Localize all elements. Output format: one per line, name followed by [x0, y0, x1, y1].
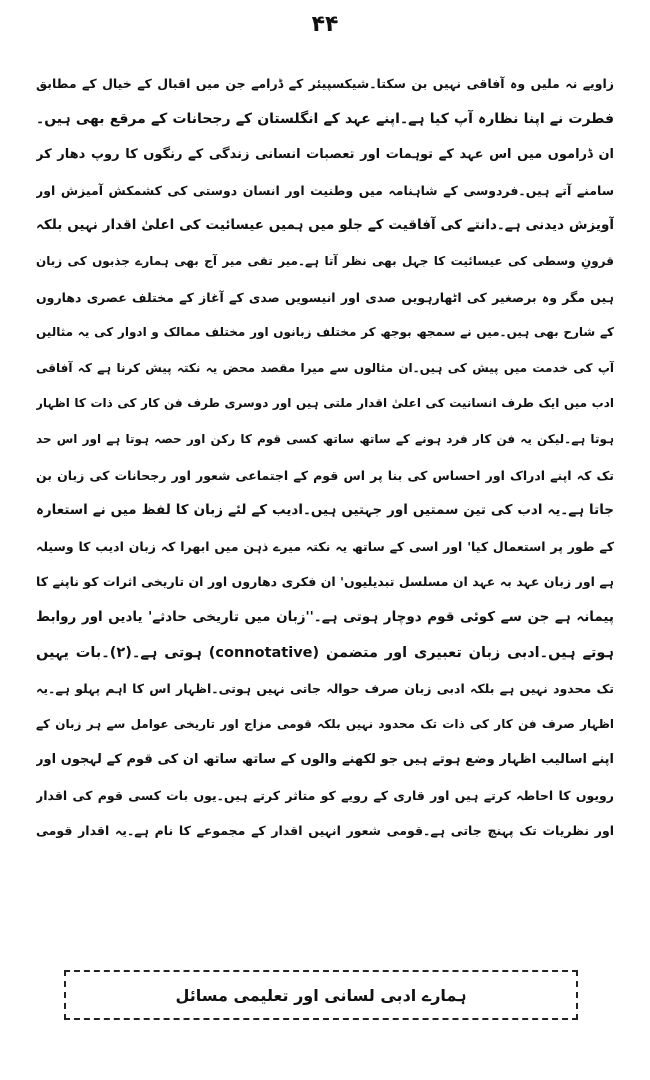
- text-line: پیمانہ ہے جن سے کوئی قوم دوچار ہوتی ہے۔''زبان میں تاریخی حادثے' یادیں اور روابط: [36, 608, 614, 625]
- text-line: اور نظریات تک پہنچ جاتی ہے۔قومی شعور انہیں اقدار کے مجموعے کا نام ہے۔یہ اقدار قومی: [36, 823, 614, 839]
- text-line: رویوں کا احاطہ کرتے ہیں اور قاری کے رویے کو متاثر کرتے ہیں۔یوں بات کسی قوم کی اقدار: [36, 787, 614, 803]
- text-line: فطرت نے اپنا نظارہ آپ کیا ہے۔اپنے عہد کے انگلستان کے رجحانات کے مرقع بھی ہیں۔: [36, 110, 614, 127]
- text-line: زاویے نہ ملیں وہ آفاقی نہیں بن سکتا۔شیکسپیئر کے ڈرامے جن میں اقبال کے خیال کے مطابق: [36, 76, 614, 91]
- text-line: اظہار صرف فن کار کی ذات تک محدود نہیں بلکہ قومی مزاج اور تاریخی عوامل سے ہر زبان کے: [36, 716, 614, 731]
- text-line: ان ڈراموں میں اس عہد کے توہمات اور تعصبات انسانی زندگی کے رنگوں کا روپ دھار کر: [36, 147, 614, 163]
- text-line: جاتا ہے۔یہ ادب کی تین سمتیں اور جہتیں ہیں۔ادیب کے لئے زبان کا لفظ میں نے استعارہ: [36, 502, 614, 519]
- footer-book-title: ہمارے ادبی لسانی اور تعلیمی مسائل: [175, 985, 467, 1005]
- text-line: ہیں مگر وہ برصغیر کی اٹھارہویں صدی اور انیسویں صدی کے آغاز کے مختلف عصری دھاروں: [36, 289, 614, 305]
- body-text: [36, 66, 614, 849]
- page-number: ۴۴: [311, 12, 339, 37]
- text-line: تک محدود نہیں ہے بلکہ ادبی زبان صرف حوالہ جاتی نہیں ہوتی۔اظہار اس کا اہم پہلو ہے۔یہ: [36, 681, 614, 697]
- text-line: ہے اور زبان عہد بہ عہد ان مسلسل تبدیلیوں' ان فکری دھاروں اور ان تاریخی اثرات کو ناپنے کا: [36, 574, 614, 590]
- text-line: قرونِ وسطی کی عیسائیت کا جہل بھی نظر آتا ہے۔میر تقی میر آج بھی ہمارے جذبوں کی زبان: [36, 253, 614, 268]
- text-line: اپنے اسالیب اظہار وضع ہوتے ہیں جو لکھنے والوں کے ساتھ ساتھ ان کی قوم کے لہجوں اور: [36, 752, 614, 768]
- text-line: سامنے آتے ہیں۔فردوسی کے شاہنامہ میں وطنیت اور انسان دوستی کی کشمکش آمیزش اور: [36, 182, 614, 198]
- text-line: کے طور پر استعمال کیا' اور اسی کے ساتھ یہ نکتہ میرے ذہن میں ابھرا کہ زبان ادیب کا وسیلہ: [36, 538, 614, 554]
- text-line: ادب میں ایک طرف انسانیت کی اعلیٰ اقدار ملتی ہیں اور دوسری طرف فن کار کی ذات کا اظہار: [36, 396, 614, 411]
- text-line: آویزش دیدنی ہے۔دانتے کی آفاقیت کے جلو میں ہمیں عیسائیت کی اعلیٰ اقدار نہیں بلکہ: [36, 217, 614, 234]
- text-line: ہوتا ہے۔لیکن یہ فن کار فرد ہونے کے ساتھ ساتھ کسی قوم کا رکن اور حصہ ہوتا ہے اور اس حد: [36, 431, 614, 446]
- text-line: تک کہ اپنے ادراک اور احساس کی بنا پر اس قوم کے اجتماعی شعور اور رجحانات کی زبان بن: [36, 467, 614, 483]
- text-line: آپ کی خدمت میں پیش کی ہیں۔ان مثالوں سے میرا مقصد محض یہ نکتہ پیش کرنا ہے کہ آفاقی: [36, 360, 614, 375]
- text-line: کے شارح بھی ہیں۔میں نے سمجھ بوجھ کر مختلف زبانوں اور مختلف ممالک و ادوار کی یہ مثالیں: [36, 325, 614, 340]
- text-line: ہوتے ہیں۔ادبی زبان تعبیری اور متضمن (connotative) ہوتی ہے۔(۲)۔بات یہیں: [36, 644, 614, 661]
- footer-book-title-box: [64, 970, 578, 1020]
